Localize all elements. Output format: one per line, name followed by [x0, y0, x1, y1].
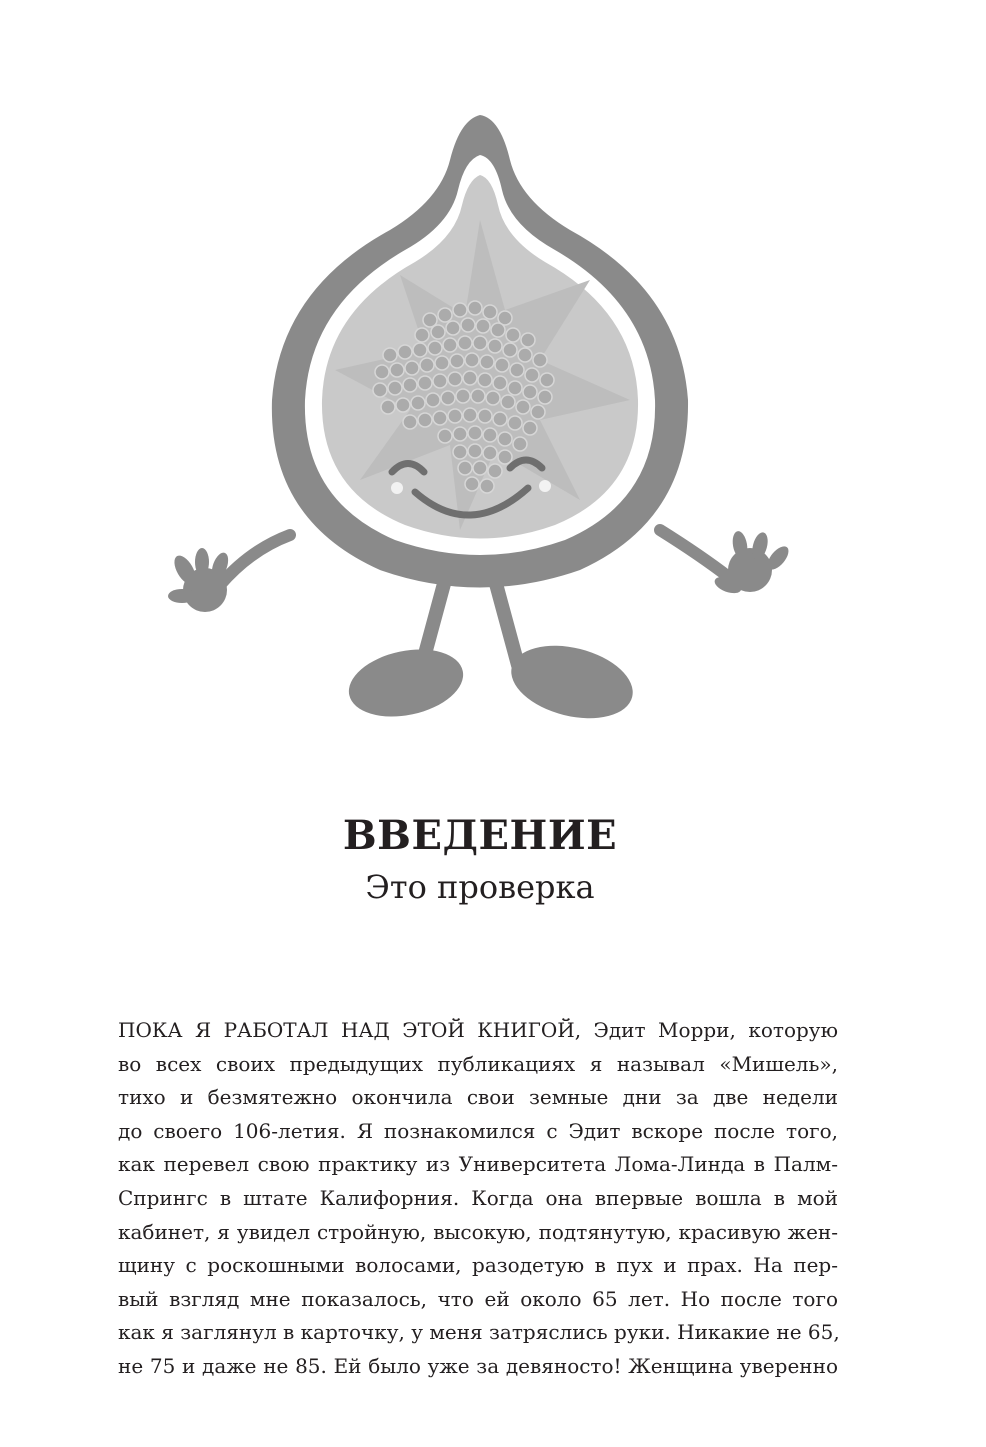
fig-icon — [160, 100, 820, 740]
text-line: не 75 и даже не 85. Ей было уже за девяносто! Женщина уверенно — [118, 1353, 838, 1378]
text-line: щину с роскошными волосами, разодетую в пух и прах. На пер- — [118, 1253, 838, 1278]
text-line: как перевел свою практику из Университета Лома-Линда в Палм- — [118, 1152, 838, 1177]
text-line: вый взгляд мне показалось, что ей около 65 лет. Но после того — [118, 1286, 838, 1311]
text-line: во всех своих предыдущих публикациях я называл «Мишель», — [118, 1051, 838, 1076]
text-line: как я заглянул в карточку, у меня затряслись руки. Никакие не 65, — [118, 1320, 840, 1345]
text-line: ПОКА Я РАБОТАЛ НАД ЭТОЙ КНИГОЙ, Эдит Морри, которую — [118, 1018, 838, 1042]
chapter-subtitle: Это проверка — [365, 868, 595, 906]
text-line: до своего 106-летия. Я познакомился с Эдит вскоре после того, — [118, 1118, 838, 1143]
text-line: тихо и безмятежно окончила свои земные дни за две недели — [118, 1085, 838, 1110]
fig-character-illustration — [160, 100, 820, 740]
text-line: Спрингс в штате Калифорния. Когда она впервые вошла в мой — [118, 1185, 838, 1210]
text-line: кабинет, я увидел стройную, высокую, подтянутую, красивую жен- — [118, 1219, 838, 1244]
body-paragraph — [118, 1014, 838, 1384]
chapter-title: ВВЕДЕНИЕ — [342, 812, 618, 859]
